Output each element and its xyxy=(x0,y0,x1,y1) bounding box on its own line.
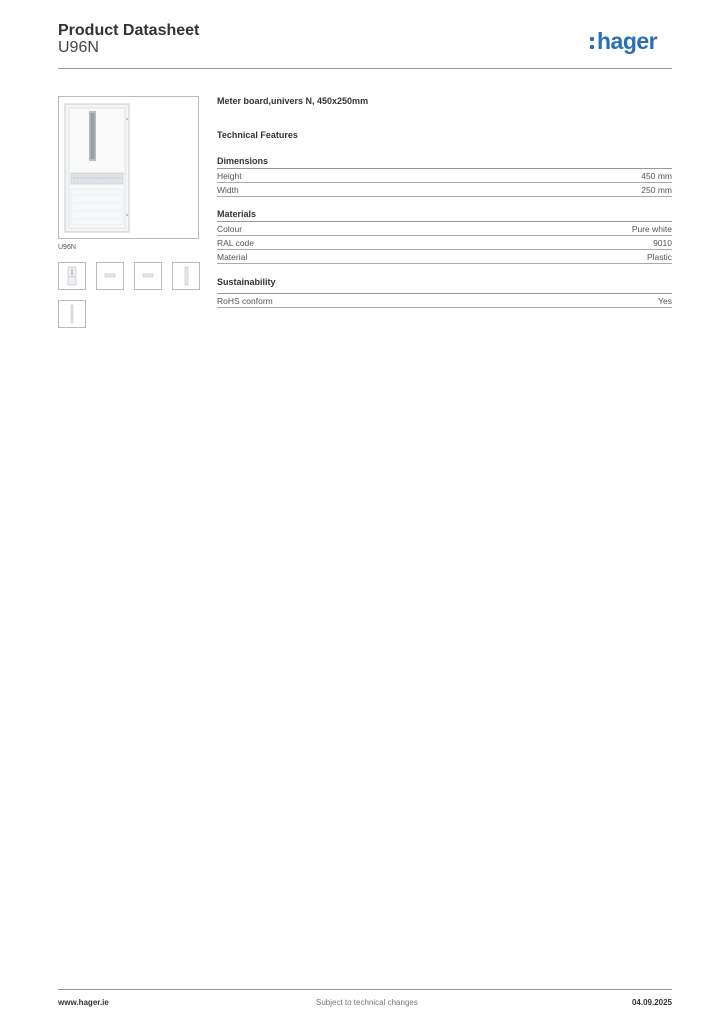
section-title-dimensions: Dimensions xyxy=(217,156,269,166)
spec-row xyxy=(217,236,672,250)
spec-value: Pure white xyxy=(631,223,672,234)
page-title: Product Datasheet xyxy=(58,22,200,39)
image-caption: U96N xyxy=(58,244,76,251)
thumbnail-front[interactable] xyxy=(58,262,86,290)
board-profile-icon xyxy=(59,301,85,327)
footer-date: 04.09.2025 xyxy=(631,998,672,1007)
meter-board-illustration-icon xyxy=(59,97,198,238)
footer-disclaimer: Subject to technical changes xyxy=(316,998,418,1007)
spec-value: 9010 xyxy=(653,237,672,248)
spec-row xyxy=(217,222,672,236)
spec-value: Plastic xyxy=(646,251,672,262)
footer-website-link[interactable]: www.hager.ie xyxy=(58,998,109,1007)
product-image[interactable] xyxy=(58,96,199,239)
spec-row xyxy=(217,169,672,183)
spec-label: Width xyxy=(217,184,239,195)
section-title-sustainability: Sustainability xyxy=(217,277,276,287)
board-side-icon xyxy=(173,263,199,289)
header-divider xyxy=(58,68,672,69)
technical-features-title: Technical Features xyxy=(217,130,298,140)
brand-name: hager xyxy=(597,27,658,54)
board-front-icon xyxy=(59,263,85,289)
product-code: U96N xyxy=(58,39,99,56)
spec-row xyxy=(217,294,672,308)
thumbnail-bottom[interactable] xyxy=(134,262,162,290)
spec-label: Colour xyxy=(217,223,243,234)
spec-label: Material xyxy=(217,251,248,262)
brand-logo xyxy=(590,26,657,56)
spec-label: Height xyxy=(217,170,242,181)
spec-value: 250 mm xyxy=(641,184,672,195)
board-bottom-icon xyxy=(135,263,161,289)
spec-value: Yes xyxy=(658,295,672,306)
footer-divider xyxy=(58,989,672,990)
thumbnail-profile[interactable] xyxy=(58,300,86,328)
thumbnail-side[interactable] xyxy=(172,262,200,290)
spec-row xyxy=(217,250,672,264)
product-description: Meter board,univers N, 450x250mm xyxy=(217,96,369,106)
spec-label: RoHS conform xyxy=(217,295,273,306)
spec-row xyxy=(217,183,672,197)
spec-value: 450 mm xyxy=(641,170,672,181)
spec-label: RAL code xyxy=(217,237,255,248)
logo-colon-icon xyxy=(590,37,594,49)
board-top-icon xyxy=(97,263,123,289)
thumbnail-top[interactable] xyxy=(96,262,124,290)
section-title-materials: Materials xyxy=(217,209,257,219)
